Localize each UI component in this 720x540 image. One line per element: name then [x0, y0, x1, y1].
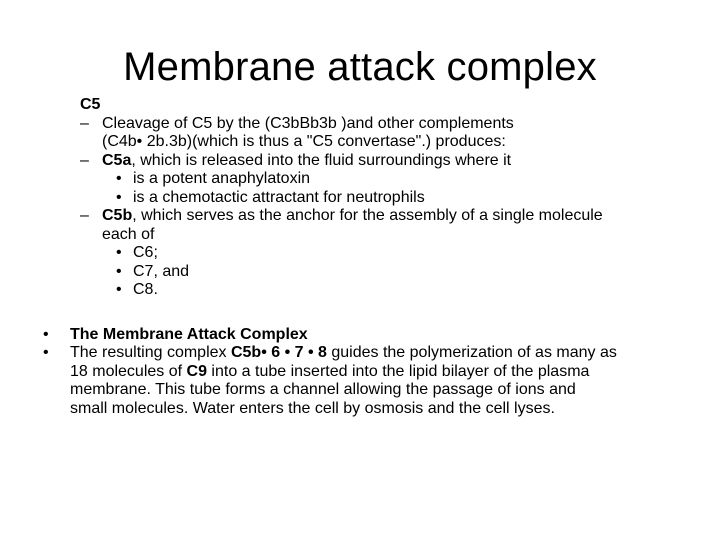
complex-formula: C5b• 6 • 7 • 8	[230, 344, 327, 361]
dash-marker: –	[80, 207, 89, 224]
dash-marker: –	[80, 114, 89, 132]
mac-heading-item	[0, 326, 720, 345]
cleavage-line-2: (C4b• 2b.3b)(which is thus a "C5 convertase".) produces:	[102, 133, 506, 150]
slide-title: Membrane attack complex	[123, 45, 597, 89]
c5a-bullet-text: is a potent anaphylatoxin	[133, 170, 311, 187]
c5b-bullet	[0, 263, 720, 282]
bullet-marker: •	[116, 262, 122, 280]
c5-header: C5	[80, 96, 101, 113]
c5b-bullet-text: C8.	[133, 281, 158, 298]
resulting-complex-item	[0, 344, 720, 363]
bullet-marker: •	[43, 344, 49, 361]
bullet-marker: •	[116, 188, 122, 206]
resulting-pre: The resulting complex	[70, 344, 231, 361]
bullet-marker: •	[43, 325, 49, 343]
cleavage-line-1: Cleavage of C5 by the (C3bBb3b )and other complements	[102, 114, 514, 132]
resulting-line-4: small molecules. Water enters the cell by osmosis and the cell lyses.	[70, 399, 555, 417]
c5b-item	[0, 207, 720, 226]
bullet-marker: •	[116, 244, 122, 261]
resulting-line2-post: into a tube inserted into the lipid bilayer of the plasma	[206, 362, 590, 380]
slide-content	[0, 96, 720, 418]
mac-heading: The Membrane Attack Complex	[70, 325, 308, 343]
bullet-marker: •	[116, 281, 122, 298]
cleavage-item	[0, 115, 720, 134]
c5b-term: C5b	[102, 207, 133, 224]
c5a-bullet	[0, 170, 720, 189]
c5b-bullet-text: C6;	[133, 244, 158, 261]
c5b-bullet	[0, 281, 720, 300]
bullet-marker: •	[116, 170, 122, 187]
c5a-text: , which is released into the fluid surroundings where it	[131, 151, 512, 169]
resulting-line-3: membrane. This tube forms a channel allowing the passage of ions and	[70, 381, 576, 398]
c5a-item	[0, 152, 720, 171]
c5b-bullet-text: C7, and	[133, 262, 190, 280]
resulting-line-2	[0, 363, 720, 382]
c5a-bullet-text: is a chemotactic attractant for neutrophils	[133, 188, 425, 206]
resulting-post: guides the polymerization of as many as	[326, 344, 617, 361]
c9-term: C9	[186, 362, 207, 380]
c5b-text: , which serves as the anchor for the assembly of a single molecule	[132, 207, 603, 224]
c5b-bullet	[0, 244, 720, 263]
resulting-line2-pre: 18 molecules of	[70, 362, 187, 380]
c5a-bullet	[0, 189, 720, 208]
c5a-term: C5a	[102, 151, 132, 169]
c5b-continuation: each of	[102, 225, 155, 243]
dash-marker: –	[80, 151, 89, 169]
